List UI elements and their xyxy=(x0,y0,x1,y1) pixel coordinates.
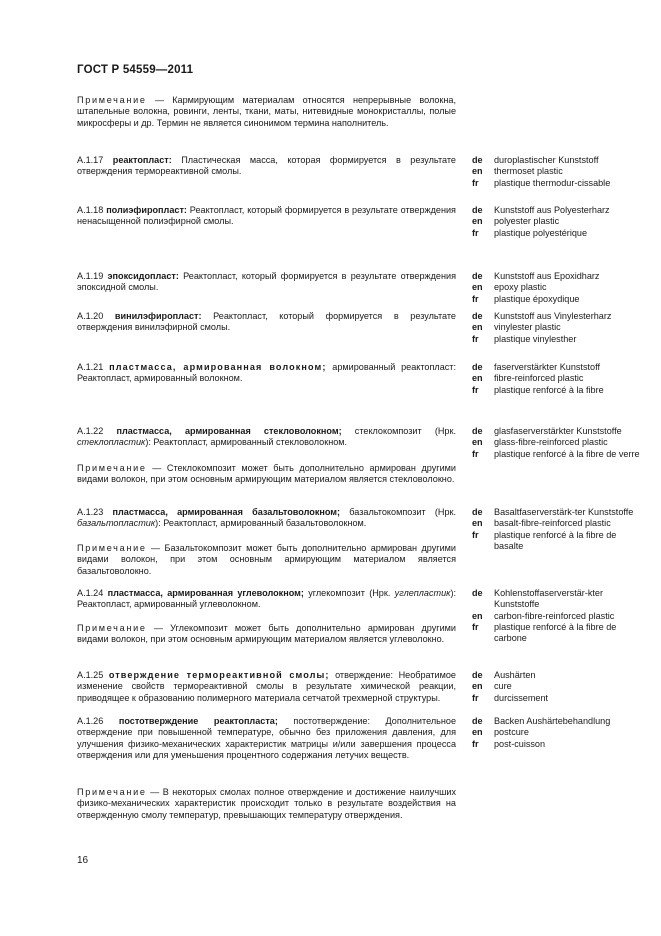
entry-a-1-19 xyxy=(77,271,456,294)
entry-note-a-1-23 xyxy=(77,543,456,577)
equivalent-term: polyester plastic xyxy=(494,216,560,227)
equivalent-term: plastique renforcé à la fibre de carbone xyxy=(494,621,617,644)
lang-code: fr xyxy=(472,692,479,703)
equivalent-row xyxy=(472,334,644,345)
entry-term: реактопласт: xyxy=(112,155,172,165)
equivalent-row xyxy=(472,362,644,373)
equivalent-row xyxy=(472,739,644,750)
equivalents-a-1-18 xyxy=(472,205,644,239)
equivalent-row xyxy=(472,611,644,622)
lang-code: en xyxy=(472,166,483,177)
lang-code: en xyxy=(472,373,483,384)
equivalent-row xyxy=(472,449,644,460)
note-text: — В некоторых смолах полное отверждение и достижение наилучших физико-механических характеристик происходит только в результате воздействия на отвержденную смолу температур, превышающих температуру отверждения. xyxy=(77,787,456,820)
equivalent-term: Kohlenstoffaserverstär-kter Kunststoffe xyxy=(494,588,604,610)
equivalent-row xyxy=(472,271,644,282)
lang-code: de xyxy=(472,426,483,436)
note-text: — Базальтокомпозит может быть дополнительно армирован другими видами волокон, при этом основным армирующим материалом является базальтоволокно. xyxy=(77,543,456,576)
equivalent-row xyxy=(472,693,644,704)
entry-definition: стеклокомпозит (Нрк. xyxy=(341,426,456,436)
entry-a-1-24 xyxy=(77,588,456,611)
entry-note-a-1-22 xyxy=(77,463,456,486)
entry-a-1-22 xyxy=(77,426,456,449)
entry-definition: базальтокомпозит (Нрк. xyxy=(340,507,457,517)
entry-number: А.1.23 xyxy=(77,507,104,517)
equivalent-row xyxy=(472,155,644,166)
entry-number: А.1.17 xyxy=(77,155,104,165)
intro-note xyxy=(77,95,456,129)
equivalent-term: plastique renforcé à la fibre de basalte xyxy=(494,529,617,551)
equivalents-a-1-26 xyxy=(472,716,644,750)
entry-definition: Пластическая масса, которая формируется в результате отверждения термореактивной смолы. xyxy=(77,155,456,177)
lang-code: fr xyxy=(472,384,479,395)
entry-a-1-25 xyxy=(77,670,456,704)
lang-code: fr xyxy=(472,227,479,238)
entry-number: А.1.18 xyxy=(77,205,104,215)
equivalents-a-1-25 xyxy=(472,670,644,704)
equivalent-term: Aushärten xyxy=(494,670,536,680)
entry-term: винилэфиропласт: xyxy=(114,311,202,321)
note-text: — Кармирующим материалам относятся непрерывные волокна, штапельные волокна, ровинги, ленты, ткани, маты, нитевидные монокристаллы, полые микросферы и др. Термин не является синонимом термина наполнитель. xyxy=(77,95,456,128)
equivalent-term: Kunststoff aus Vinylesterharz xyxy=(494,311,612,321)
lang-code: de xyxy=(472,205,483,215)
lang-code: de xyxy=(472,670,483,680)
lang-code: fr xyxy=(472,448,479,459)
equivalent-term: post-cuisson xyxy=(494,738,546,749)
entry-definition-end: ): Реактопласт, армированный углеволокном. xyxy=(77,588,457,610)
equivalents-a-1-22 xyxy=(472,426,644,460)
entry-definition: Реактопласт, который формируется в результате отверждения ненасыщенной полиэфирной смолы. xyxy=(77,205,456,227)
lang-code: de xyxy=(472,716,483,726)
entry-definition-end: ): Реактопласт, армированный базальтоволокном. xyxy=(155,518,367,529)
note-label: Примечание xyxy=(77,543,147,553)
equivalent-row xyxy=(472,373,644,384)
lang-code: en xyxy=(472,282,483,293)
entry-number: А.1.26 xyxy=(77,716,104,726)
equivalent-row xyxy=(472,228,644,239)
entry-term: эпоксидопласт: xyxy=(107,271,179,281)
lang-code: en xyxy=(472,518,483,529)
note-label: Примечание xyxy=(77,623,147,633)
lang-code: fr xyxy=(472,738,479,749)
entry-a-1-17 xyxy=(77,155,456,178)
deprecated-term: базальтопластик xyxy=(77,518,156,529)
lang-code: en xyxy=(472,681,483,692)
deprecated-term: стеклопластик xyxy=(77,437,146,448)
equivalent-term: epoxy plastic xyxy=(494,282,547,293)
equivalent-term: plastique vinylesther xyxy=(494,333,577,344)
equivalent-term: thermoset plastic xyxy=(494,166,563,177)
lang-code: fr xyxy=(472,529,479,540)
entry-definition: отверждение: Необратимое изменение свойств термореактивной смолы в результате химической реакции, приводящее к образованию полимерного материала сетчатой трехмерной структуры. xyxy=(77,670,456,703)
equivalent-row xyxy=(472,507,644,518)
entry-term: пластмасса, армированная волокном; xyxy=(109,362,327,372)
equivalent-row xyxy=(472,716,644,727)
equivalent-term: basalt-fibre-reinforced plastic xyxy=(494,518,611,529)
document-header: ГОСТ Р 54559—2011 xyxy=(77,64,194,76)
equivalent-row xyxy=(472,166,644,177)
equivalents-a-1-20 xyxy=(472,311,644,345)
equivalent-term: plastique thermodur-cissable xyxy=(494,177,611,188)
lang-code: en xyxy=(472,727,483,738)
entry-a-1-18 xyxy=(77,205,456,228)
lang-code: de xyxy=(472,507,483,517)
lang-code: en xyxy=(472,437,483,448)
equivalent-term: duroplastischer Kunststoff xyxy=(494,155,599,165)
equivalent-row xyxy=(472,385,644,396)
entry-number: А.1.25 xyxy=(77,670,104,680)
note-label: Примечание xyxy=(77,787,147,797)
note-text: — Углекомпозит может быть дополнительно армирован другими видами волокон, при этом основным армирующим материалом является углеволокно. xyxy=(77,623,456,645)
equivalent-term: Kunststoff aus Epoxidharz xyxy=(494,271,600,281)
entry-a-1-20 xyxy=(77,311,456,334)
equivalent-term: carbon-fibre-reinforced plastic xyxy=(494,610,615,621)
equivalent-term: cure xyxy=(494,681,512,692)
equivalent-term: Backen Aushärtebehandlung xyxy=(494,716,611,726)
equivalent-row xyxy=(472,518,644,529)
equivalent-row xyxy=(472,530,644,553)
entry-definition: армированный реактопласт: Реактопласт, армированный волокном. xyxy=(77,362,457,384)
entry-term: отверждение термореактивной смолы; xyxy=(108,670,330,680)
lang-code: de xyxy=(472,588,483,598)
entry-number: А.1.24 xyxy=(77,588,104,598)
final-note xyxy=(77,787,456,821)
lang-code: en xyxy=(472,216,483,227)
entry-definition: Реактопласт, который формируется в результате отверждения винилэфирной смолы. xyxy=(77,311,456,333)
entry-term: пластмасса, армированная стекловолокном; xyxy=(116,426,342,436)
equivalent-row xyxy=(472,622,644,645)
equivalent-term: plastique époxydique xyxy=(494,293,580,304)
equivalent-row xyxy=(472,294,644,305)
equivalent-term: glasfaserverstärkter Kunststoffe xyxy=(494,426,622,436)
equivalent-row xyxy=(472,681,644,692)
lang-code: de xyxy=(472,271,483,281)
equivalent-row xyxy=(472,437,644,448)
deprecated-term: углепластик xyxy=(394,588,451,598)
equivalent-row xyxy=(472,670,644,681)
lang-code: fr xyxy=(472,293,479,304)
note-text: — Стеклокомпозит может быть дополнительно армирован другими видами волокон, при этом основным армирующим материалом является стекловолокно. xyxy=(77,463,456,485)
note-label: Примечание xyxy=(77,463,147,473)
equivalent-term: plastique polyestérique xyxy=(494,227,588,238)
equivalent-term: faserverstärkter Kunststoff xyxy=(494,362,600,372)
entry-definition-end: ): Реактопласт, армированный стекловолокном. xyxy=(145,437,348,448)
equivalents-a-1-24 xyxy=(472,588,644,644)
lang-code: de xyxy=(472,362,483,372)
entry-definition: постотверждение: Дополнительное отверждение при повышенной температуре, обычно без приложения давления, для улучшения физико-механических характеристик матрицы и/или завершения процесса отверждения или для уменьшения процентного содержания летучих веществ. xyxy=(77,716,457,760)
equivalents-a-1-17 xyxy=(472,155,644,189)
entry-a-1-23 xyxy=(77,507,456,530)
equivalents-a-1-19 xyxy=(472,271,644,305)
entry-note-a-1-24 xyxy=(77,623,456,646)
equivalent-row xyxy=(472,178,644,189)
entry-number: А.1.20 xyxy=(77,311,104,321)
entry-number: А.1.21 xyxy=(77,362,104,372)
entry-number: А.1.22 xyxy=(77,426,104,436)
entry-term: пластмасса, армированная базальтоволокном; xyxy=(112,507,341,517)
equivalent-row xyxy=(472,311,644,322)
equivalent-row xyxy=(472,322,644,333)
lang-code: en xyxy=(472,610,483,621)
note-label: Примечание xyxy=(77,95,147,105)
equivalents-a-1-21 xyxy=(472,362,644,396)
equivalent-row xyxy=(472,282,644,293)
entry-a-1-21 xyxy=(77,362,456,385)
page-number: 16 xyxy=(77,855,89,866)
equivalent-term: fibre-reinforced plastic xyxy=(494,373,584,384)
lang-code: fr xyxy=(472,177,479,188)
equivalent-term: plastique renforcé à la fibre xyxy=(494,384,604,395)
entry-a-1-26 xyxy=(77,716,456,761)
entry-definition: Реактопласт, который формируется в результате отверждения эпоксидной смолы. xyxy=(77,271,456,293)
entry-number: А.1.19 xyxy=(77,271,104,281)
entry-term: полиэфиропласт: xyxy=(106,205,187,215)
equivalent-row xyxy=(472,216,644,227)
equivalent-term: postcure xyxy=(494,727,529,738)
equivalent-term: durcissement xyxy=(494,692,549,703)
lang-code: fr xyxy=(472,333,479,344)
equivalent-row xyxy=(472,205,644,216)
equivalents-a-1-23 xyxy=(472,507,644,552)
equivalent-term: Kunststoff aus Polyesterharz xyxy=(494,205,610,215)
entry-definition: углекомпозит (Нрк. xyxy=(303,588,395,598)
equivalent-term: plastique renforcé à la fibre de verre xyxy=(494,448,640,459)
lang-code: en xyxy=(472,322,483,333)
entry-term: пластмасса, армированная углеволокном; xyxy=(107,588,304,598)
lang-code: de xyxy=(472,155,483,165)
equivalent-term: Basaltfaserverstärk-ter Kunststoffe xyxy=(494,507,634,517)
equivalent-term: glass-fibre-reinforced plastic xyxy=(494,437,608,448)
lang-code: fr xyxy=(472,621,479,632)
equivalent-row xyxy=(472,727,644,738)
equivalent-term: vinylester plastic xyxy=(494,322,561,333)
entry-term: постотверждение реактопласта; xyxy=(118,716,278,726)
equivalent-row xyxy=(472,426,644,437)
equivalent-row xyxy=(472,588,644,611)
lang-code: de xyxy=(472,311,483,321)
